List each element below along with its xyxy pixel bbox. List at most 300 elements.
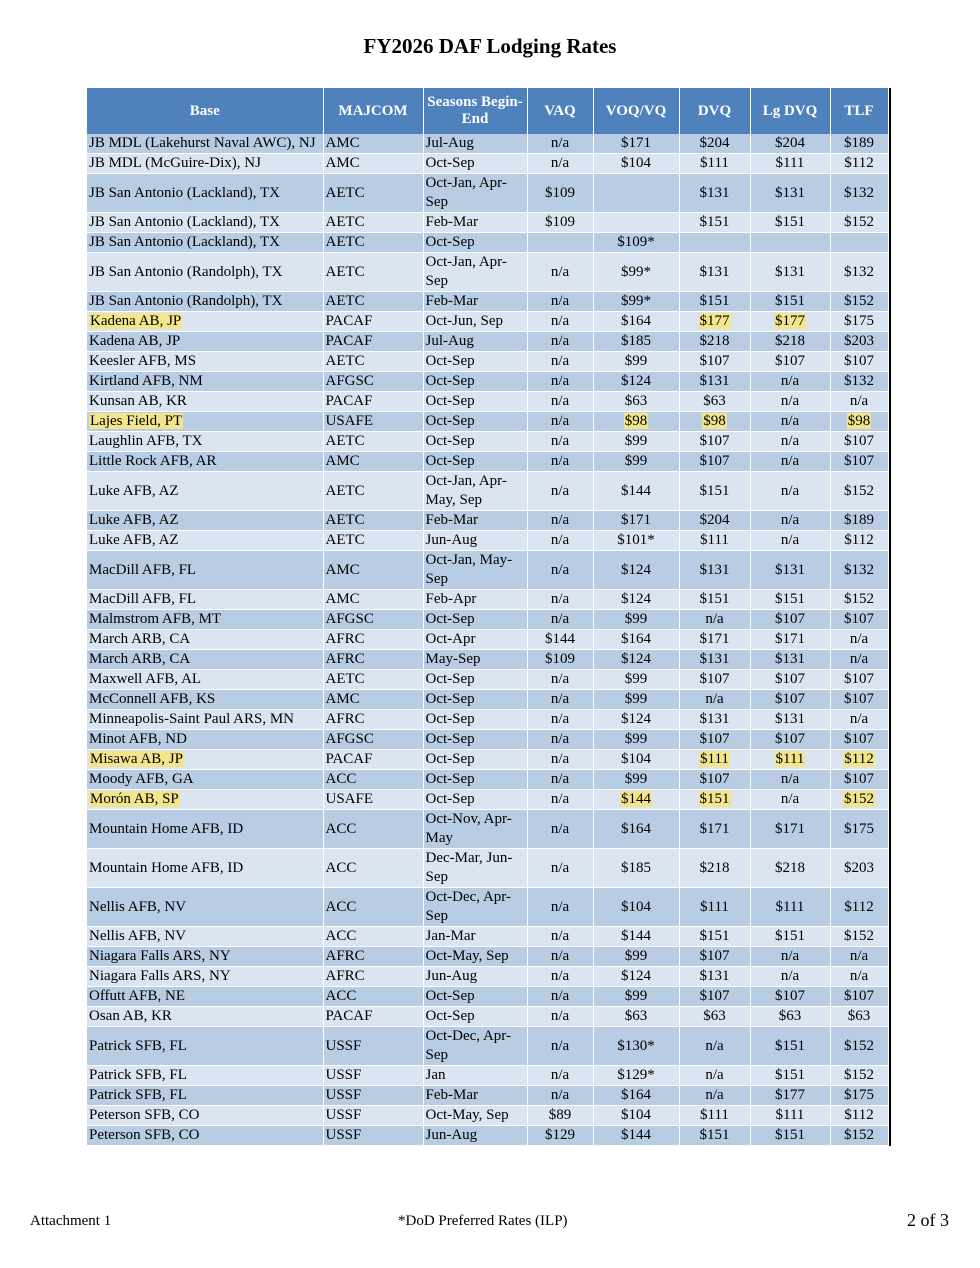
cell-vaq: n/a xyxy=(527,452,593,472)
cell-dvq: $131 xyxy=(679,372,750,392)
cell-dvq: $107 xyxy=(679,352,750,372)
cell-seasons: Feb-Mar xyxy=(423,292,527,312)
cell-vaq: n/a xyxy=(527,1027,593,1066)
cell-majcom: AMC xyxy=(323,452,423,472)
cell-majcom: AFRC xyxy=(323,630,423,650)
cell-lg-dvq: $171 xyxy=(750,630,830,650)
cell-voq-vq: $99 xyxy=(593,690,679,710)
cell-base: Kirtland AFB, NM xyxy=(87,372,323,392)
cell-lg-dvq xyxy=(750,312,830,332)
cell-voq-vq: $109* xyxy=(593,233,679,253)
cell-seasons: Feb-Mar xyxy=(423,1086,527,1106)
highlighted-value: Morón AB, SP xyxy=(90,791,179,807)
cell-vaq: n/a xyxy=(527,531,593,551)
cell-voq-vq: $124 xyxy=(593,551,679,590)
cell-vaq: n/a xyxy=(527,332,593,352)
cell-tlf: $63 xyxy=(830,1007,888,1027)
cell-tlf: $132 xyxy=(830,174,888,213)
table-row xyxy=(87,630,888,650)
table-row xyxy=(87,332,888,352)
cell-seasons: Jul-Aug xyxy=(423,332,527,352)
table-row xyxy=(87,372,888,392)
cell-seasons: Oct-Sep xyxy=(423,233,527,253)
table-row xyxy=(87,352,888,372)
cell-lg-dvq: $107 xyxy=(750,987,830,1007)
cell-majcom: AFGSC xyxy=(323,372,423,392)
cell-tlf: $152 xyxy=(830,213,888,233)
table-row xyxy=(87,1106,888,1126)
cell-dvq: $107 xyxy=(679,947,750,967)
cell-voq-vq xyxy=(593,174,679,213)
cell-seasons: Oct-Nov, Apr-May xyxy=(423,810,527,849)
cell-seasons: Oct-Dec, Apr-Sep xyxy=(423,1027,527,1066)
cell-voq-vq xyxy=(593,790,679,810)
cell-dvq: n/a xyxy=(679,1086,750,1106)
cell-lg-dvq: n/a xyxy=(750,452,830,472)
cell-base: JB San Antonio (Lackland), TX xyxy=(87,233,323,253)
cell-dvq: $111 xyxy=(679,1106,750,1126)
cell-voq-vq: $99 xyxy=(593,947,679,967)
cell-majcom: ACC xyxy=(323,810,423,849)
cell-majcom: AMC xyxy=(323,154,423,174)
cell-dvq: n/a xyxy=(679,1027,750,1066)
cell-seasons: Feb-Mar xyxy=(423,511,527,531)
cell-vaq: n/a xyxy=(527,849,593,888)
cell-majcom: AETC xyxy=(323,233,423,253)
cell-base: JB San Antonio (Lackland), TX xyxy=(87,174,323,213)
highlighted-value: $111 xyxy=(775,751,805,767)
cell-tlf: $107 xyxy=(830,670,888,690)
footer-note: *DoD Preferred Rates (ILP) xyxy=(398,1213,568,1229)
cell-tlf: $175 xyxy=(830,1086,888,1106)
cell-base: MacDill AFB, FL xyxy=(87,590,323,610)
cell-tlf: $152 xyxy=(830,1066,888,1086)
cell-dvq: $111 xyxy=(679,154,750,174)
cell-base: Peterson SFB, CO xyxy=(87,1106,323,1126)
cell-majcom: AETC xyxy=(323,174,423,213)
table-row xyxy=(87,452,888,472)
highlighted-value: $151 xyxy=(699,791,730,807)
cell-tlf: $107 xyxy=(830,770,888,790)
cell-majcom: USAFE xyxy=(323,790,423,810)
cell-base xyxy=(87,790,323,810)
cell-seasons: Oct-Sep xyxy=(423,770,527,790)
table-row xyxy=(87,590,888,610)
cell-base: Patrick SFB, FL xyxy=(87,1027,323,1066)
cell-vaq: $89 xyxy=(527,1106,593,1126)
cell-vaq: n/a xyxy=(527,134,593,154)
cell-lg-dvq: n/a xyxy=(750,947,830,967)
cell-voq-vq: $164 xyxy=(593,810,679,849)
cell-base: Maxwell AFB, AL xyxy=(87,670,323,690)
cell-majcom: ACC xyxy=(323,987,423,1007)
cell-dvq xyxy=(679,750,750,770)
cell-seasons: Oct-Jan, Apr-Sep xyxy=(423,174,527,213)
cell-seasons: Oct-May, Sep xyxy=(423,947,527,967)
cell-tlf xyxy=(830,412,888,432)
cell-seasons: Oct-Sep xyxy=(423,1007,527,1027)
cell-majcom: AETC xyxy=(323,213,423,233)
cell-lg-dvq: $151 xyxy=(750,590,830,610)
cell-lg-dvq: n/a xyxy=(750,432,830,452)
cell-tlf: $132 xyxy=(830,253,888,292)
cell-tlf: $203 xyxy=(830,849,888,888)
cell-lg-dvq: $131 xyxy=(750,174,830,213)
cell-voq-vq: $99 xyxy=(593,770,679,790)
cell-dvq: $111 xyxy=(679,888,750,927)
cell-lg-dvq: $107 xyxy=(750,352,830,372)
cell-majcom: AFRC xyxy=(323,947,423,967)
cell-base: Minot AFB, ND xyxy=(87,730,323,750)
table-row xyxy=(87,1066,888,1086)
cell-lg-dvq: $171 xyxy=(750,810,830,849)
header-base: Base xyxy=(87,88,323,134)
cell-seasons: Oct-Jun, Sep xyxy=(423,312,527,332)
cell-seasons: Oct-Sep xyxy=(423,790,527,810)
cell-base: Keesler AFB, MS xyxy=(87,352,323,372)
cell-voq-vq: $144 xyxy=(593,927,679,947)
cell-base xyxy=(87,750,323,770)
cell-tlf: $107 xyxy=(830,432,888,452)
cell-lg-dvq: $218 xyxy=(750,332,830,352)
cell-lg-dvq: $107 xyxy=(750,670,830,690)
cell-base: Osan AB, KR xyxy=(87,1007,323,1027)
lodging-rates-table xyxy=(87,88,889,1146)
cell-voq-vq: $124 xyxy=(593,650,679,670)
cell-base: Niagara Falls ARS, NY xyxy=(87,967,323,987)
cell-voq-vq: $99 xyxy=(593,730,679,750)
cell-voq-vq: $104 xyxy=(593,154,679,174)
cell-dvq: $151 xyxy=(679,472,750,511)
cell-dvq: $151 xyxy=(679,213,750,233)
header-dvq: DVQ xyxy=(679,88,750,134)
cell-seasons: Jun-Aug xyxy=(423,531,527,551)
cell-dvq: $151 xyxy=(679,590,750,610)
cell-majcom: AFGSC xyxy=(323,610,423,630)
table-row xyxy=(87,947,888,967)
cell-tlf: $112 xyxy=(830,531,888,551)
cell-majcom: USSF xyxy=(323,1106,423,1126)
cell-vaq: n/a xyxy=(527,312,593,332)
cell-vaq: n/a xyxy=(527,511,593,531)
cell-lg-dvq: $204 xyxy=(750,134,830,154)
table-row xyxy=(87,790,888,810)
cell-vaq: n/a xyxy=(527,947,593,967)
table-row xyxy=(87,292,888,312)
cell-tlf: $203 xyxy=(830,332,888,352)
table-row xyxy=(87,810,888,849)
cell-majcom: AETC xyxy=(323,531,423,551)
page-number: 2 of 3 xyxy=(907,1210,949,1230)
cell-majcom: AMC xyxy=(323,590,423,610)
table-row xyxy=(87,233,888,253)
header-seasons: Seasons Begin-End xyxy=(423,88,527,134)
cell-lg-dvq: $151 xyxy=(750,213,830,233)
cell-lg-dvq: n/a xyxy=(750,790,830,810)
table-row xyxy=(87,472,888,511)
cell-lg-dvq: $107 xyxy=(750,610,830,630)
cell-lg-dvq: n/a xyxy=(750,412,830,432)
cell-base: Patrick SFB, FL xyxy=(87,1086,323,1106)
cell-majcom: AETC xyxy=(323,432,423,452)
cell-seasons: Oct-Sep xyxy=(423,412,527,432)
cell-vaq: n/a xyxy=(527,730,593,750)
cell-vaq: n/a xyxy=(527,690,593,710)
cell-seasons: Oct-Sep xyxy=(423,610,527,630)
cell-seasons: Oct-Jan, May-Sep xyxy=(423,551,527,590)
cell-vaq: n/a xyxy=(527,927,593,947)
cell-tlf: $112 xyxy=(830,1106,888,1126)
cell-majcom: PACAF xyxy=(323,312,423,332)
cell-base: Mountain Home AFB, ID xyxy=(87,849,323,888)
cell-lg-dvq: $111 xyxy=(750,1106,830,1126)
cell-vaq: n/a xyxy=(527,1086,593,1106)
cell-seasons: Feb-Mar xyxy=(423,213,527,233)
cell-majcom: ACC xyxy=(323,770,423,790)
cell-majcom: AFRC xyxy=(323,710,423,730)
cell-majcom: AFRC xyxy=(323,967,423,987)
cell-base: Nellis AFB, NV xyxy=(87,888,323,927)
cell-base: Niagara Falls ARS, NY xyxy=(87,947,323,967)
cell-vaq: n/a xyxy=(527,253,593,292)
footer-attachment: Attachment 1 xyxy=(30,1213,112,1229)
cell-base: JB San Antonio (Randolph), TX xyxy=(87,253,323,292)
cell-voq-vq xyxy=(593,412,679,432)
cell-tlf: $132 xyxy=(830,551,888,590)
cell-vaq: $109 xyxy=(527,174,593,213)
table-row xyxy=(87,710,888,730)
cell-dvq: n/a xyxy=(679,1066,750,1086)
cell-vaq: n/a xyxy=(527,432,593,452)
cell-voq-vq: $171 xyxy=(593,511,679,531)
cell-tlf: $107 xyxy=(830,730,888,750)
cell-majcom: PACAF xyxy=(323,750,423,770)
cell-seasons: Oct-Jan, Apr-Sep xyxy=(423,253,527,292)
cell-majcom: AFRC xyxy=(323,650,423,670)
table-row xyxy=(87,670,888,690)
cell-majcom: AETC xyxy=(323,253,423,292)
cell-voq-vq: $171 xyxy=(593,134,679,154)
table-row xyxy=(87,610,888,630)
highlighted-value: $177 xyxy=(699,313,730,329)
cell-seasons: Jun-Aug xyxy=(423,967,527,987)
header-tlf: TLF xyxy=(830,88,888,134)
cell-voq-vq: $124 xyxy=(593,590,679,610)
cell-tlf: $189 xyxy=(830,134,888,154)
cell-dvq: $171 xyxy=(679,810,750,849)
cell-tlf: n/a xyxy=(830,710,888,730)
table-row xyxy=(87,650,888,670)
cell-vaq: n/a xyxy=(527,412,593,432)
cell-lg-dvq: $63 xyxy=(750,1007,830,1027)
cell-tlf: $152 xyxy=(830,927,888,947)
cell-seasons: Oct-Sep xyxy=(423,154,527,174)
highlighted-value: $112 xyxy=(844,751,874,767)
cell-tlf: $107 xyxy=(830,610,888,630)
cell-majcom: PACAF xyxy=(323,392,423,412)
highlighted-value: Lajes Field, PT xyxy=(90,413,183,429)
cell-base: Luke AFB, AZ xyxy=(87,472,323,511)
cell-majcom: USSF xyxy=(323,1027,423,1066)
cell-vaq: $129 xyxy=(527,1126,593,1146)
cell-voq-vq: $99* xyxy=(593,253,679,292)
cell-vaq: n/a xyxy=(527,770,593,790)
cell-vaq: n/a xyxy=(527,987,593,1007)
cell-dvq: $218 xyxy=(679,332,750,352)
cell-majcom: AETC xyxy=(323,511,423,531)
cell-base: JB San Antonio (Lackland), TX xyxy=(87,213,323,233)
cell-base xyxy=(87,312,323,332)
cell-vaq: n/a xyxy=(527,967,593,987)
cell-majcom: PACAF xyxy=(323,1007,423,1027)
highlighted-value: Misawa AB, JP xyxy=(90,751,183,767)
cell-tlf: $112 xyxy=(830,154,888,174)
cell-tlf: $107 xyxy=(830,690,888,710)
cell-dvq: $171 xyxy=(679,630,750,650)
cell-dvq: $107 xyxy=(679,730,750,750)
cell-vaq: n/a xyxy=(527,292,593,312)
cell-vaq: n/a xyxy=(527,790,593,810)
cell-majcom: AMC xyxy=(323,134,423,154)
cell-vaq: n/a xyxy=(527,1066,593,1086)
cell-vaq: n/a xyxy=(527,590,593,610)
cell-seasons: Jun-Aug xyxy=(423,1126,527,1146)
cell-tlf: $152 xyxy=(830,292,888,312)
cell-lg-dvq: n/a xyxy=(750,472,830,511)
cell-tlf: $189 xyxy=(830,511,888,531)
cell-dvq: $151 xyxy=(679,927,750,947)
cell-voq-vq: $104 xyxy=(593,888,679,927)
cell-lg-dvq: $218 xyxy=(750,849,830,888)
cell-tlf: $175 xyxy=(830,810,888,849)
cell-tlf: $132 xyxy=(830,372,888,392)
table-row xyxy=(87,412,888,432)
cell-tlf: $107 xyxy=(830,452,888,472)
cell-base: McConnell AFB, KS xyxy=(87,690,323,710)
highlighted-value: $111 xyxy=(700,751,729,767)
cell-majcom: AETC xyxy=(323,670,423,690)
cell-lg-dvq: $131 xyxy=(750,650,830,670)
cell-voq-vq: $63 xyxy=(593,1007,679,1027)
cell-seasons: Oct-May, Sep xyxy=(423,1106,527,1126)
cell-tlf xyxy=(830,750,888,770)
cell-seasons: Oct-Sep xyxy=(423,432,527,452)
table-row xyxy=(87,987,888,1007)
cell-voq-vq: $124 xyxy=(593,372,679,392)
table-row xyxy=(87,174,888,213)
cell-base: Luke AFB, AZ xyxy=(87,511,323,531)
cell-lg-dvq: $107 xyxy=(750,690,830,710)
cell-majcom: ACC xyxy=(323,927,423,947)
cell-lg-dvq: $111 xyxy=(750,888,830,927)
cell-base: Luke AFB, AZ xyxy=(87,531,323,551)
cell-seasons: May-Sep xyxy=(423,650,527,670)
cell-dvq: $111 xyxy=(679,531,750,551)
cell-seasons: Oct-Sep xyxy=(423,987,527,1007)
cell-lg-dvq: $151 xyxy=(750,1066,830,1086)
table-row xyxy=(87,134,888,154)
cell-majcom: AMC xyxy=(323,551,423,590)
cell-lg-dvq: n/a xyxy=(750,372,830,392)
cell-seasons: Oct-Sep xyxy=(423,750,527,770)
cell-seasons: Feb-Apr xyxy=(423,590,527,610)
cell-base: Patrick SFB, FL xyxy=(87,1066,323,1086)
cell-seasons: Jul-Aug xyxy=(423,134,527,154)
cell-dvq: $107 xyxy=(679,670,750,690)
cell-tlf: $152 xyxy=(830,1027,888,1066)
header-vaq: VAQ xyxy=(527,88,593,134)
cell-base: Minneapolis-Saint Paul ARS, MN xyxy=(87,710,323,730)
cell-tlf: n/a xyxy=(830,650,888,670)
cell-voq-vq: $129* xyxy=(593,1066,679,1086)
cell-majcom: USSF xyxy=(323,1126,423,1146)
cell-lg-dvq xyxy=(750,233,830,253)
cell-base: Little Rock AFB, AR xyxy=(87,452,323,472)
cell-seasons: Oct-Sep xyxy=(423,690,527,710)
cell-voq-vq xyxy=(593,213,679,233)
cell-voq-vq: $63 xyxy=(593,392,679,412)
cell-vaq: n/a xyxy=(527,710,593,730)
page-title: FY2026 DAF Lodging Rates xyxy=(363,34,617,58)
cell-majcom: ACC xyxy=(323,849,423,888)
cell-dvq: $131 xyxy=(679,710,750,730)
cell-dvq: $151 xyxy=(679,1126,750,1146)
table-row xyxy=(87,253,888,292)
cell-vaq: n/a xyxy=(527,392,593,412)
table-header-row xyxy=(87,88,888,134)
table-row xyxy=(87,690,888,710)
cell-voq-vq: $130* xyxy=(593,1027,679,1066)
cell-lg-dvq: n/a xyxy=(750,770,830,790)
table-row xyxy=(87,750,888,770)
cell-voq-vq: $99* xyxy=(593,292,679,312)
cell-seasons: Dec-Mar, Jun-Sep xyxy=(423,849,527,888)
cell-seasons: Oct-Sep xyxy=(423,730,527,750)
cell-voq-vq: $185 xyxy=(593,332,679,352)
cell-voq-vq: $99 xyxy=(593,987,679,1007)
cell-dvq: $131 xyxy=(679,174,750,213)
cell-seasons: Oct-Apr xyxy=(423,630,527,650)
cell-seasons: Oct-Sep xyxy=(423,452,527,472)
highlighted-value: $98 xyxy=(624,413,648,429)
cell-tlf: $107 xyxy=(830,987,888,1007)
cell-base: Laughlin AFB, TX xyxy=(87,432,323,452)
cell-dvq: $151 xyxy=(679,292,750,312)
cell-voq-vq: $99 xyxy=(593,352,679,372)
cell-tlf xyxy=(830,233,888,253)
cell-base: JB MDL (McGuire-Dix), NJ xyxy=(87,154,323,174)
table-row xyxy=(87,432,888,452)
cell-base: Moody AFB, GA xyxy=(87,770,323,790)
cell-vaq: n/a xyxy=(527,670,593,690)
table-body xyxy=(87,134,888,1146)
cell-tlf: $175 xyxy=(830,312,888,332)
cell-base: March ARB, CA xyxy=(87,650,323,670)
cell-voq-vq: $99 xyxy=(593,610,679,630)
table-row xyxy=(87,551,888,590)
cell-lg-dvq: $131 xyxy=(750,551,830,590)
cell-voq-vq: $164 xyxy=(593,312,679,332)
cell-majcom: AMC xyxy=(323,690,423,710)
cell-lg-dvq: n/a xyxy=(750,967,830,987)
table-row xyxy=(87,849,888,888)
cell-voq-vq: $164 xyxy=(593,1086,679,1106)
cell-vaq: n/a xyxy=(527,610,593,630)
header-majcom: MAJCOM xyxy=(323,88,423,134)
cell-vaq: n/a xyxy=(527,372,593,392)
cell-dvq: $63 xyxy=(679,1007,750,1027)
cell-vaq: $109 xyxy=(527,213,593,233)
